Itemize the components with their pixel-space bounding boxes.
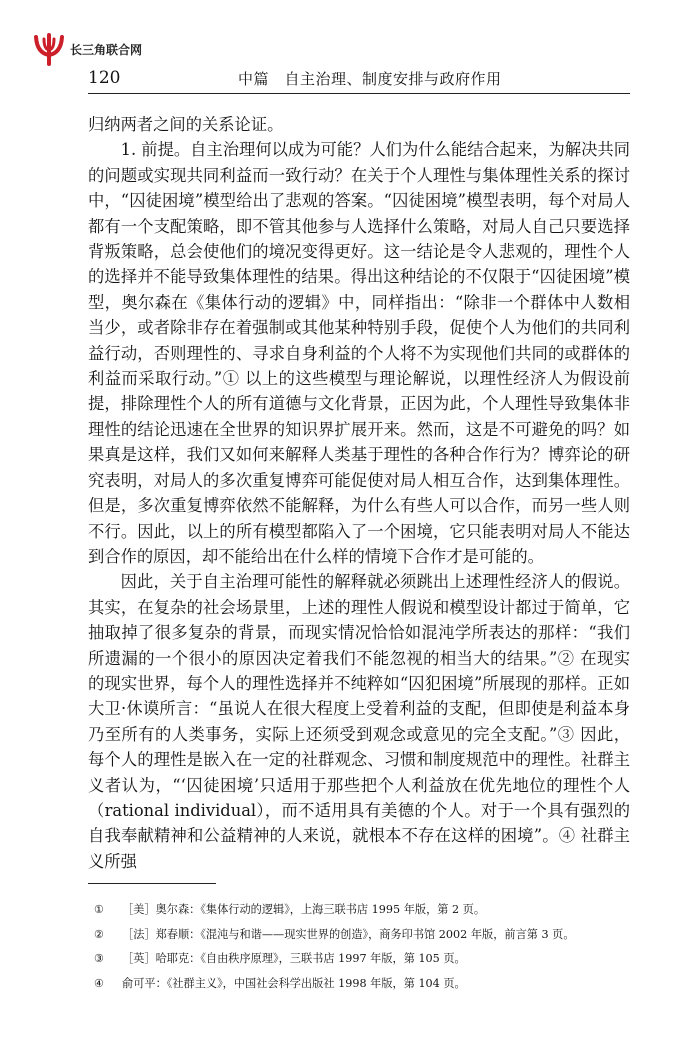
footnote <box>94 972 634 997</box>
paragraph: 归纳两者之间的关系论证。 <box>88 115 284 134</box>
footnote <box>94 923 634 948</box>
paragraph: 1. 前提。自主治理何以成为可能？人们为什么能结合起来，为解决共同的问题或实现共同利益而一致行动？在关于个人理性与集体理性关系的探讨中，“囚徒困境”模型给出了悲观的答案。“囚徒困境”模型表明，每个对局人都有一个支配策略，即不管其他参与人选择什么策略，对局人自己只要选择背叛策略，总会使他们的境况变得更好。这一结论是令人悲观的，理性个人的选择并不能导致集体理性的结果。得出这种结论的不仅限于“囚徒困境”模型，奥尔森在《集体行动的逻辑》中，同样指出：“除非一个群体中人数相当少，或者除非存在着强制或其他某种特别手段，促使个人为他们的共同利益行动，否则理性的、寻求自身利益的个人将不为实现他们共同的或群体的利益而采取行动。”① 以上的这些模型与理论解说，以理性经济人为假设前提，排除理性个人的所有道德与文化背景，正因为此，个人理性导致集体非理性的结论迅速在全世界的知识界扩展开来。然而，这是不可避免的吗？如果真是这样，我们又如何来解释人类基于理性的各种合作行为？博弈论的研究表明，对局人的多次重复博弈可能促使对局人相互合作，达到集体理性。但是，多次重复博弈依然不能解释，为什么有些人可以合作，而另一些人则不行。因此，以上的所有模型都陷入了一个困境，它只能表明对局人不能达到合作的原因，却不能给出在什么样的情境下合作才是可能的。 <box>88 140 630 566</box>
footnote-text: ［美］奥尔森：《集体行动的逻辑》，上海三联书店 1995 年版，第 2 页。 <box>122 903 486 916</box>
logo-text: 长三角联合网 <box>70 42 143 57</box>
footnote-mark: ③ <box>94 952 105 966</box>
footnote-rule <box>88 883 216 884</box>
footnote-text: ［法］郑春顺：《混沌与和谐——现实世界的创造》，商务印书馆 2002 年版，前言第 3 页。 <box>122 927 575 941</box>
footnote-mark: ② <box>94 927 105 941</box>
running-head <box>88 66 630 94</box>
header-rule <box>88 93 630 94</box>
body-text <box>88 112 630 874</box>
page-number: 120 <box>88 68 121 88</box>
footnote-mark: ④ <box>94 976 105 990</box>
logo-icon <box>30 30 68 68</box>
paragraph: 因此，关于自主治理可能性的解释就必须跳出上述理性经济人的假说。其实，在复杂的社会场景里，上述的理性人假说和模型设计都过于简单，它抽取掉了很多复杂的背景，而现实情况恰恰如混沌学所表达的那样：“我们所遗漏的一个很小的原因决定着我们不能忽视的相当大的结果。”② 在现实的现实世界，每个人的理性选择并不纯粹如“囚犯困境”所展现的那样。正如大卫·休谟所言：“虽说人在很大程度上受着利益的支配，但即使是利益本身乃至所有的人类事务，实际上还须受到观念或意见的完全支配。”③ 因此，每个人的理性是嵌入在一定的社群观念、习惯和制度规范中的理性。社群主义者认为，“‘囚徒困境’只适用于那些把个人利益放在优先地位的理性个人（rational individual），而不适用具有美德的个人。对于一个具有强烈的自我奉献精神和公益精神的人来说，就根本不存在这样的困境”。④ 社群主义所强 <box>88 572 630 871</box>
footnote-text: 俞可平：《社群主义》，中国社会科学出版社 1998 年版，第 104 页。 <box>122 976 466 990</box>
footnote <box>94 898 634 923</box>
footnote-text: ［英］哈耶克：《自由秩序原理》，三联书店 1997 年版，第 105 页。 <box>122 952 466 966</box>
site-logo <box>30 30 142 68</box>
footnote-mark: ① <box>94 903 105 916</box>
footnotes <box>94 898 634 996</box>
footnote <box>94 947 634 972</box>
chapter-title: 中篇 自主治理、制度安排与政府作用 <box>238 70 502 88</box>
